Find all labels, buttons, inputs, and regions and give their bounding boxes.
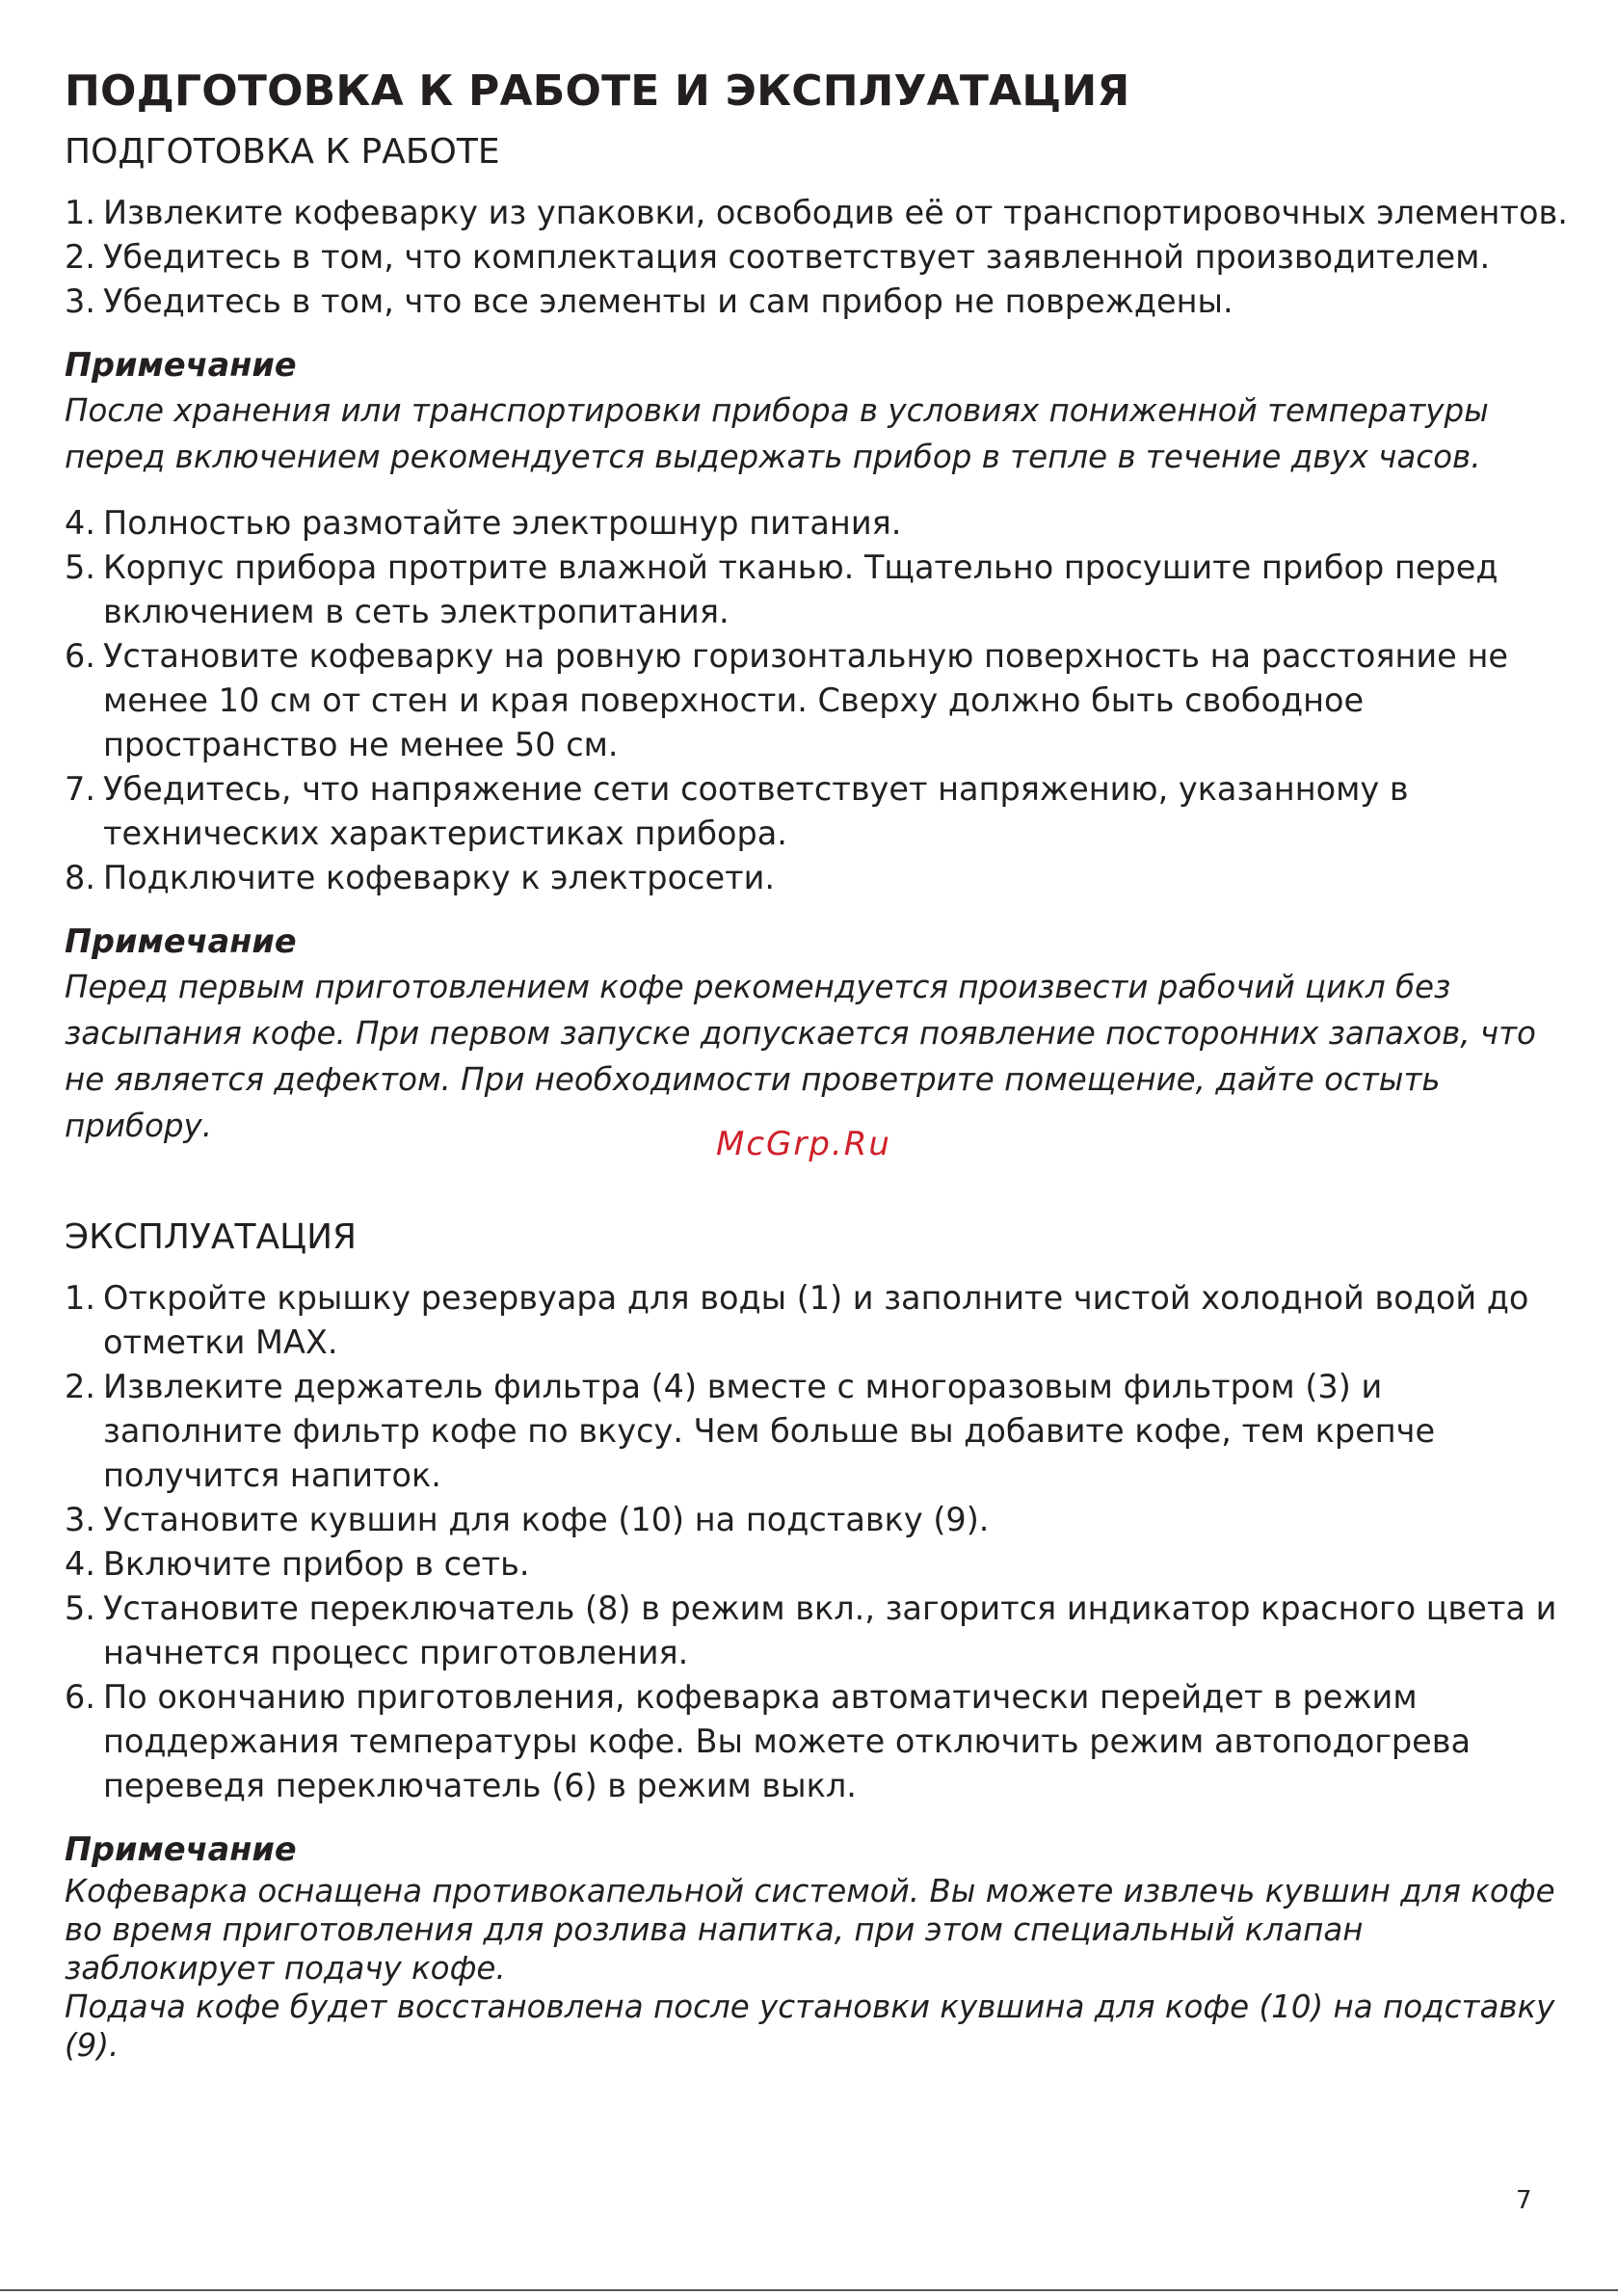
section-title-operation: ЭКСПЛУАТАЦИЯ <box>65 1217 358 1257</box>
note-heading: Примечание <box>65 1830 297 1868</box>
list-item <box>65 1675 1568 1808</box>
step-text: Включите прибор в сеть. <box>103 1545 530 1583</box>
list-item <box>65 1498 1568 1542</box>
list-item <box>65 280 1568 324</box>
step-number: 3. <box>65 1501 95 1538</box>
step-number: 4. <box>65 504 95 542</box>
note-text: Кофеварка оснащена противокапельной системой. Вы можете извлечь кувшин для кофе во время приготовления для розлива напитка, при этом специальный клапан заблокирует подачу кофе. <box>65 1873 1555 1987</box>
step-number: 7. <box>65 770 95 808</box>
section-spacer <box>65 1170 1568 1215</box>
step-text: Полностью размотайте электрошнур питания. <box>103 504 902 542</box>
step-number: 1. <box>65 194 95 231</box>
step-text: Корпус прибора протрите влажной тканью. Тщательно просушите прибор перед включением в сеть электропитания. <box>103 548 1499 630</box>
list-item <box>65 1365 1568 1498</box>
step-number: 2. <box>65 1368 95 1405</box>
note-heading: Примечание <box>65 346 297 384</box>
manual-page <box>65 64 1568 2086</box>
operation-steps-list <box>65 1276 1568 1808</box>
step-text: Извлеките держатель фильтра (4) вместе с многоразовым фильтром (3) и заполните фильтр кофе по вкусу. Чем больше вы добавите кофе, тем крепче получится напиток. <box>103 1368 1436 1494</box>
step-number: 6. <box>65 637 95 675</box>
note-storage <box>65 343 1568 480</box>
step-text: Установите переключатель (8) в режим вкл., загорится индикатор красного цвета и начнется процесс приготовления. <box>103 1589 1557 1671</box>
step-number: 5. <box>65 548 95 586</box>
note-text: Перед первым приготовлением кофе рекомендуется произвести рабочий цикл без засыпания кофе. При первом запуске допускается появление посторонних запахов, что не является дефектом. При необходимости проветрите помещение, дайте остыть прибору. <box>65 969 1536 1144</box>
step-number: 2. <box>65 238 95 276</box>
step-text: Подключите кофеварку к электросети. <box>103 859 776 896</box>
step-number: 4. <box>65 1545 95 1583</box>
page-number: 7 <box>1516 2186 1532 2215</box>
step-number: 5. <box>65 1589 95 1627</box>
note-heading: Примечание <box>65 922 297 960</box>
list-item <box>65 546 1568 634</box>
list-item <box>65 856 1568 900</box>
page-title: ПОДГОТОВКА К РАБОТЕ И ЭКСПЛУАТАЦИЯ <box>65 67 1130 116</box>
step-number: 6. <box>65 1678 95 1716</box>
watermark: McGrp.Ru <box>716 1125 891 1163</box>
list-item <box>65 191 1568 235</box>
step-text: Убедитесь в том, что все элементы и сам прибор не повреждены. <box>103 282 1233 320</box>
section-title-preparation: ПОДГОТОВКА К РАБОТЕ <box>65 132 500 172</box>
step-text: Убедитесь в том, что комплектация соответствует заявленной производителем. <box>103 238 1491 276</box>
bottom-divider <box>0 2289 1618 2291</box>
list-item <box>65 1542 1568 1587</box>
note-anti-drip <box>65 1828 1568 2065</box>
list-item <box>65 501 1568 546</box>
step-text: Откройте крышку резервуара для воды (1) и заполните чистой холодной водой до отметки MAX. <box>103 1279 1529 1361</box>
step-text: Извлеките кофеварку из упаковки, освободив её от транспортировочных элементов. <box>103 194 1568 231</box>
note-text: После хранения или транспортировки прибора в условиях пониженной температуры перед включением рекомендуется выдержать прибор в тепле в течение двух часов. <box>65 392 1489 475</box>
step-text: Убедитесь, что напряжение сети соответствует напряжению, указанному в технических характеристиках прибора. <box>103 770 1409 852</box>
note-text: Подача кофе будет восстановлена после установки кувшина для кофе (10) на подставку (9). <box>65 1989 1555 2064</box>
list-item <box>65 1587 1568 1675</box>
note-first-run <box>65 920 1568 1149</box>
list-item <box>65 634 1568 767</box>
list-item <box>65 235 1568 280</box>
step-number: 8. <box>65 859 95 896</box>
preparation-steps-list-a <box>65 191 1568 324</box>
step-number: 3. <box>65 282 95 320</box>
step-text: По окончанию приготовления, кофеварка автоматически перейдет в режим поддержания температуры кофе. Вы можете отключить режим автоподогрева переведя переключатель (6) в режим выкл. <box>103 1678 1472 1804</box>
list-item <box>65 1276 1568 1365</box>
list-item <box>65 767 1568 856</box>
step-text: Установите кофеварку на ровную горизонтальную поверхность на расстояние не менее 10 см от стен и края поверхности. Сверху должно быть свободное пространство не менее 50 см. <box>103 637 1508 763</box>
step-text: Установите кувшин для кофе (10) на подставку (9). <box>103 1501 990 1538</box>
step-number: 1. <box>65 1279 95 1317</box>
preparation-steps-list-b <box>65 501 1568 900</box>
